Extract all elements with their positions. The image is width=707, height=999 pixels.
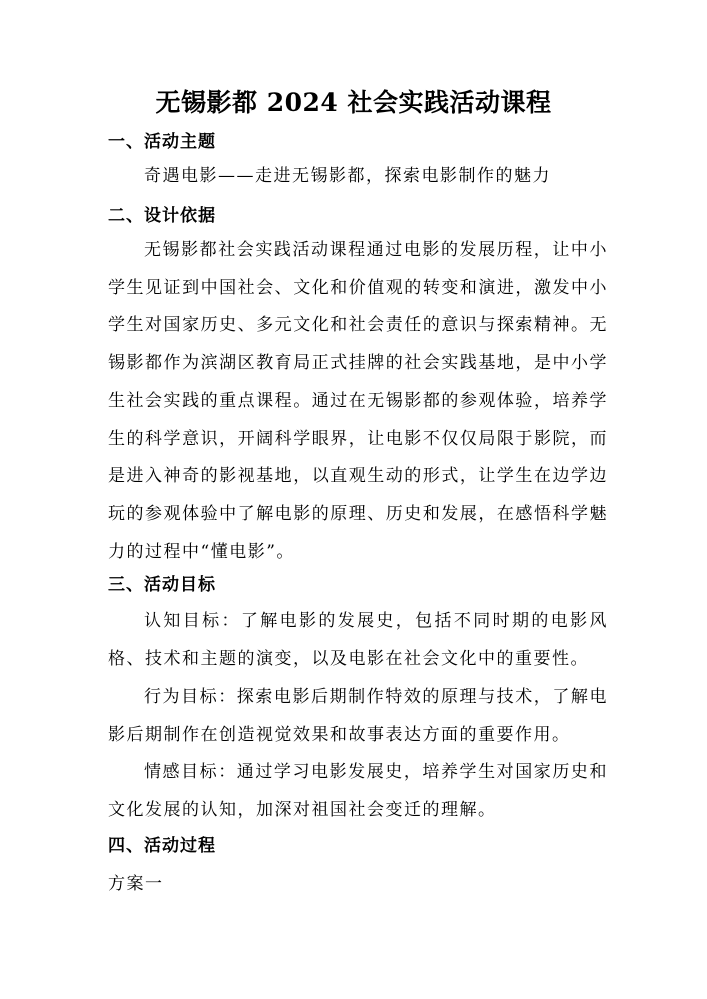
plan-label: 方案一 — [108, 874, 164, 894]
theme-paragraph: 奇遇电影——走进无锡影都，探索电影制作的魅力 — [144, 166, 551, 186]
document-title: 无锡影都 2024 社会实践活动课程 — [155, 88, 552, 117]
section-heading-basis: 二、设计依据 — [108, 206, 216, 226]
goal-behavior-paragraph: 行为目标：探索电影后期制作特效的原理与技术，了解电影后期制作在创造视觉效果和故事表达方面的重要作用。 — [108, 687, 608, 745]
goal-emotion-paragraph: 情感目标：通过学习电影发展史，培养学生对国家历史和文化发展的认知，加深对祖国社会变迁的理解。 — [108, 762, 608, 820]
section-heading-process: 四、活动过程 — [108, 836, 216, 856]
goal-cognitive-paragraph: 认知目标：了解电影的发展史，包括不同时期的电影风格、技术和主题的演变，以及电影在社会文化中的重要性。 — [108, 611, 608, 669]
basis-paragraph: 无锡影都社会实践活动课程通过电影的发展历程，让中小学生见证到中国社会、文化和价值观的转变和演进，激发中小学生对国家历史、多元文化和社会责任的意识与探索精神。无锡影都作为滨湖区教育局正式挂牌的社会实践基地，是中小学生社会实践的重点课程。通过在无锡影都的参观体验，培养学生的科学意识，开阔科学眼界，让电影不仅仅局限于影院，而是进入神奇的影视基地，以直观生动的形式，让学生在边学边玩的参观体验中了解电影的原理、历史和发展，在感悟科学魅力的过程中“懂电影”。 — [108, 240, 608, 562]
section-heading-theme: 一、活动主题 — [108, 132, 216, 152]
section-heading-goals: 三、活动目标 — [108, 575, 216, 595]
